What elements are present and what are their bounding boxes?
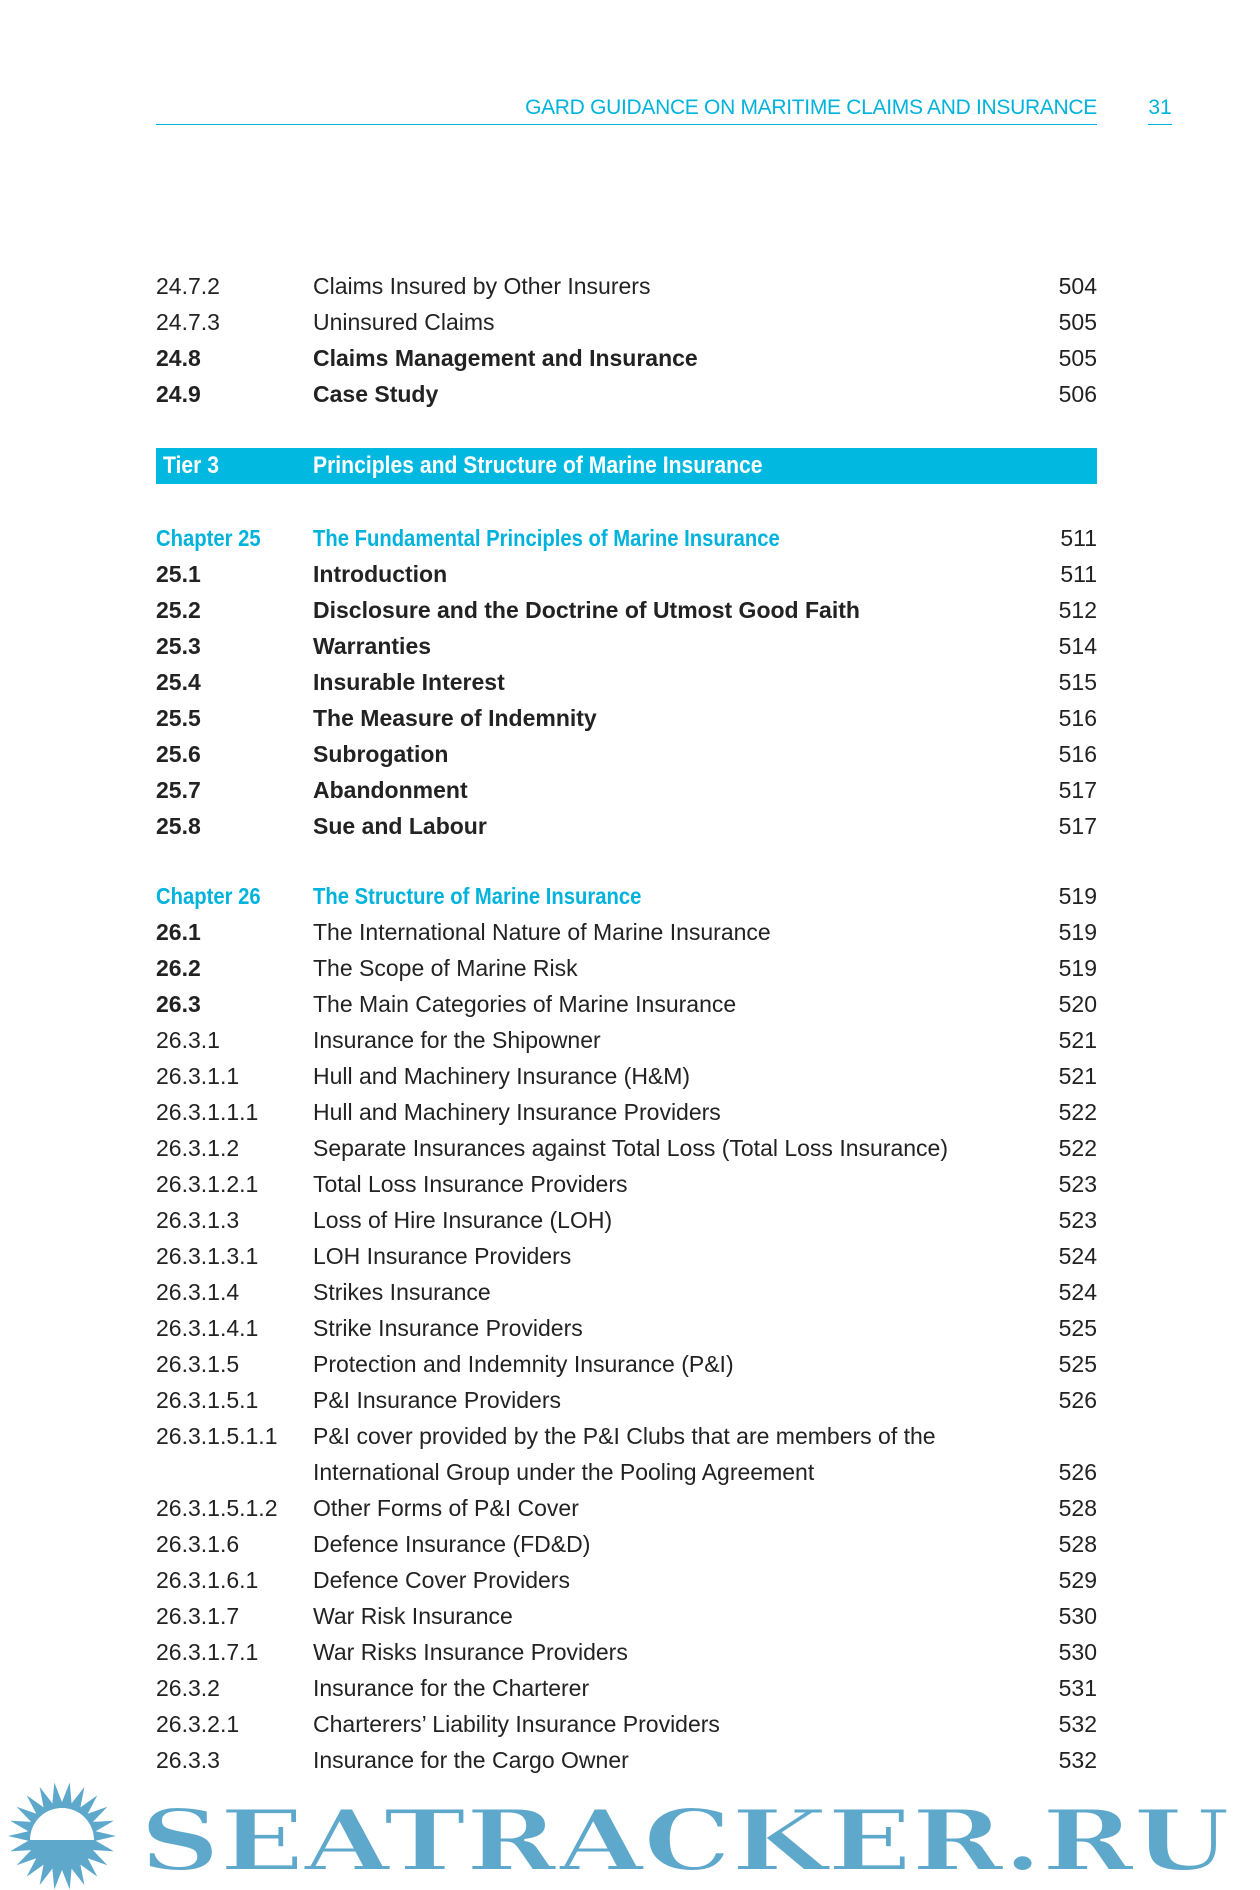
entry-title: Insurance for the Charterer [313,1675,590,1701]
toc-block-chapter-26 [156,878,1097,1778]
toc-entry[interactable] [156,1166,1097,1202]
entry-title: P&I cover provided by the P&I Clubs that are members of the International Group under the Pooling Agreement [313,1423,936,1485]
entry-number: 25.5 [156,705,201,731]
toc-entry[interactable] [156,1238,1097,1274]
tier-banner [156,448,1097,484]
entry-title: Protection and Indemnity Insurance (P&I) [313,1351,734,1377]
entry-title: Insurable Interest [313,669,505,695]
entry-number: 26.3.1.1.1 [156,1099,259,1125]
entry-page: 517 [1058,813,1097,839]
entry-page: 526 [1058,1459,1097,1485]
entry-number: 25.1 [156,561,201,587]
entry-page: 521 [1058,1063,1097,1089]
entry-number: 26.3.1.5 [156,1351,240,1377]
entry-number: 25.2 [156,597,201,623]
entry-number: 24.7.2 [156,273,220,299]
entry-number: 24.7.3 [156,309,220,335]
entry-number: 26.3.1.6 [156,1531,240,1557]
entry-number: Chapter 26 [156,883,261,909]
entry-page: 524 [1058,1243,1097,1269]
header-title: GARD GUIDANCE ON MARITIME CLAIMS AND INSURANCE [525,96,1097,119]
tier-title: Principles and Structure of Marine Insurance [313,452,763,479]
toc-entry[interactable] [156,1526,1097,1562]
toc-block-chapter-25 [156,520,1097,844]
toc-entry[interactable] [156,1418,1097,1490]
entry-number: Chapter 25 [156,525,261,551]
entry-page: 523 [1058,1171,1097,1197]
entry-number: 26.3.1.2 [156,1135,240,1161]
entry-title: Abandonment [313,777,468,803]
entry-page: 511 [1060,525,1097,551]
entry-number: 25.6 [156,741,201,767]
entry-title: Total Loss Insurance Providers [313,1171,628,1197]
toc-entry[interactable] [156,664,1097,700]
toc-entry[interactable] [156,808,1097,844]
entry-title: Hull and Machinery Insurance Providers [313,1099,721,1125]
entry-page: 514 [1058,633,1097,659]
entry-title: P&I Insurance Providers [313,1387,562,1413]
entry-number: 26.3.1 [156,1027,220,1053]
entry-title: Strike Insurance Providers [313,1315,583,1341]
entry-page: 526 [1058,1387,1097,1413]
toc-entry[interactable] [156,628,1097,664]
entry-page: 519 [1058,883,1097,909]
entry-page: 506 [1058,381,1097,407]
entry-title: War Risks Insurance Providers [313,1639,628,1665]
entry-page: 516 [1058,741,1097,767]
entry-number: 26.3.1.4.1 [156,1315,259,1341]
entry-number: 26.3.1.2.1 [156,1171,259,1197]
entry-page: 520 [1058,991,1097,1017]
entry-page: 522 [1058,1099,1097,1125]
chapter-heading[interactable] [156,520,1097,556]
entry-page: 519 [1058,919,1097,945]
entry-page: 524 [1058,1279,1097,1305]
toc-entry[interactable] [156,1094,1097,1130]
entry-title: Charterers’ Liability Insurance Providers [313,1711,720,1737]
entry-page: 515 [1058,669,1097,695]
sun-logo-icon [8,1783,116,1890]
toc-entry[interactable] [156,1346,1097,1382]
entry-page: 530 [1058,1639,1097,1665]
entry-title: The Structure of Marine Insurance [313,883,642,909]
entry-number: 26.3 [156,991,201,1017]
toc-entry[interactable] [156,1382,1097,1418]
tier-label: Tier 3 [163,452,219,479]
toc-entry[interactable] [156,304,1097,340]
entry-page: 505 [1058,345,1097,371]
toc-entry[interactable] [156,1058,1097,1094]
entry-number: 25.3 [156,633,201,659]
entry-title: Hull and Machinery Insurance (H&M) [313,1063,691,1089]
entry-title: LOH Insurance Providers [313,1243,572,1269]
seatracker-watermark [0,1782,1260,1890]
toc-entry[interactable] [156,1742,1097,1778]
toc-entry[interactable] [156,772,1097,808]
entry-title: The Measure of Indemnity [313,705,597,731]
entry-number: 26.3.1.3 [156,1207,240,1233]
entry-title: Claims Insured by Other Insurers [313,273,651,299]
entry-number: 26.3.1.5.1 [156,1387,259,1413]
entry-title: Insurance for the Shipowner [313,1027,601,1053]
entry-page: 504 [1058,273,1097,299]
entry-page: 528 [1058,1531,1097,1557]
entry-number: 26.1 [156,919,201,945]
entry-number: 26.3.2.1 [156,1711,240,1737]
entry-number: 26.3.1.7 [156,1603,240,1629]
entry-title: Separate Insurances against Total Loss (Total Loss Insurance) [313,1135,948,1161]
entry-title: Claims Management and Insurance [313,345,698,371]
entry-title: Introduction [313,561,448,587]
watermark-text: SEATRACKER.RU [140,1791,1230,1890]
entry-page: 523 [1058,1207,1097,1233]
entry-page: 519 [1058,955,1097,981]
toc-entry[interactable] [156,1670,1097,1706]
entry-title: Uninsured Claims [313,309,495,335]
entry-number: 26.2 [156,955,201,981]
entry-page: 525 [1058,1351,1097,1377]
toc-entry[interactable] [156,986,1097,1022]
entry-page: 532 [1058,1747,1097,1773]
entry-page: 522 [1058,1135,1097,1161]
toc-entry[interactable] [156,1130,1097,1166]
entry-page: 516 [1058,705,1097,731]
entry-title: The Scope of Marine Risk [313,955,578,981]
page-number: 31 [1148,96,1172,125]
entry-number: 26.3.3 [156,1747,220,1773]
entry-page: 521 [1058,1027,1097,1053]
toc-entry[interactable] [156,1274,1097,1310]
entry-title: Insurance for the Cargo Owner [313,1747,629,1773]
entry-number: 25.7 [156,777,201,803]
entry-page: 529 [1058,1567,1097,1593]
entry-title: Subrogation [313,741,449,767]
entry-title: War Risk Insurance [313,1603,513,1629]
toc-entry[interactable] [156,1562,1097,1598]
entry-title: Strikes Insurance [313,1279,491,1305]
toc-block-chapter-24 [156,268,1097,412]
entry-number: 26.3.1.5.1.1 [156,1423,278,1449]
entry-page: 530 [1058,1603,1097,1629]
toc-entry[interactable] [156,592,1097,628]
toc-entry[interactable] [156,376,1097,412]
entry-page: 511 [1060,561,1097,587]
entry-page: 532 [1058,1711,1097,1737]
toc-entry[interactable] [156,268,1097,304]
toc-entry[interactable] [156,1598,1097,1634]
toc-entry[interactable] [156,950,1097,986]
entry-title: Sue and Labour [313,813,487,839]
entry-title: Disclosure and the Doctrine of Utmost Good Faith [313,597,860,623]
toc-entry[interactable] [156,1490,1097,1526]
entry-number: 26.3.1.4 [156,1279,240,1305]
entry-page: 517 [1058,777,1097,803]
entry-number: 26.3.1.1 [156,1063,240,1089]
entry-number: 26.3.1.3.1 [156,1243,259,1269]
entry-number: 25.8 [156,813,201,839]
entry-page: 525 [1058,1315,1097,1341]
toc-entry[interactable] [156,1202,1097,1238]
toc-entry[interactable] [156,340,1097,376]
entry-number: 26.3.1.7.1 [156,1639,259,1665]
entry-title: Other Forms of P&I Cover [313,1495,579,1521]
toc-entry[interactable] [156,1706,1097,1742]
toc-entry[interactable] [156,736,1097,772]
entry-title: The Main Categories of Marine Insurance [313,991,737,1017]
entry-number: 25.4 [156,669,201,695]
entry-title: Case Study [313,381,439,407]
running-header [156,96,1097,125]
entry-number: 26.3.1.6.1 [156,1567,259,1593]
entry-title: Defence Cover Providers [313,1567,570,1593]
entry-page: 505 [1058,309,1097,335]
entry-title: The Fundamental Principles of Marine Insurance [313,525,780,551]
toc-entry[interactable] [156,1310,1097,1346]
toc-entry[interactable] [156,700,1097,736]
entry-page: 528 [1058,1495,1097,1521]
entry-number: 24.8 [156,345,201,371]
toc-entry[interactable] [156,1634,1097,1670]
entry-number: 26.3.1.5.1.2 [156,1495,278,1521]
toc-entry[interactable] [156,556,1097,592]
toc-entry[interactable] [156,1022,1097,1058]
entry-title: Warranties [313,633,432,659]
toc-entry[interactable] [156,914,1097,950]
entry-title: Defence Insurance (FD&D) [313,1531,591,1557]
chapter-heading[interactable] [156,878,1097,914]
entry-title: Loss of Hire Insurance (LOH) [313,1207,613,1233]
entry-page: 512 [1058,597,1097,623]
entry-number: 24.9 [156,381,201,407]
entry-page: 531 [1058,1675,1097,1701]
entry-number: 26.3.2 [156,1675,220,1701]
entry-title: The International Nature of Marine Insurance [313,919,771,945]
